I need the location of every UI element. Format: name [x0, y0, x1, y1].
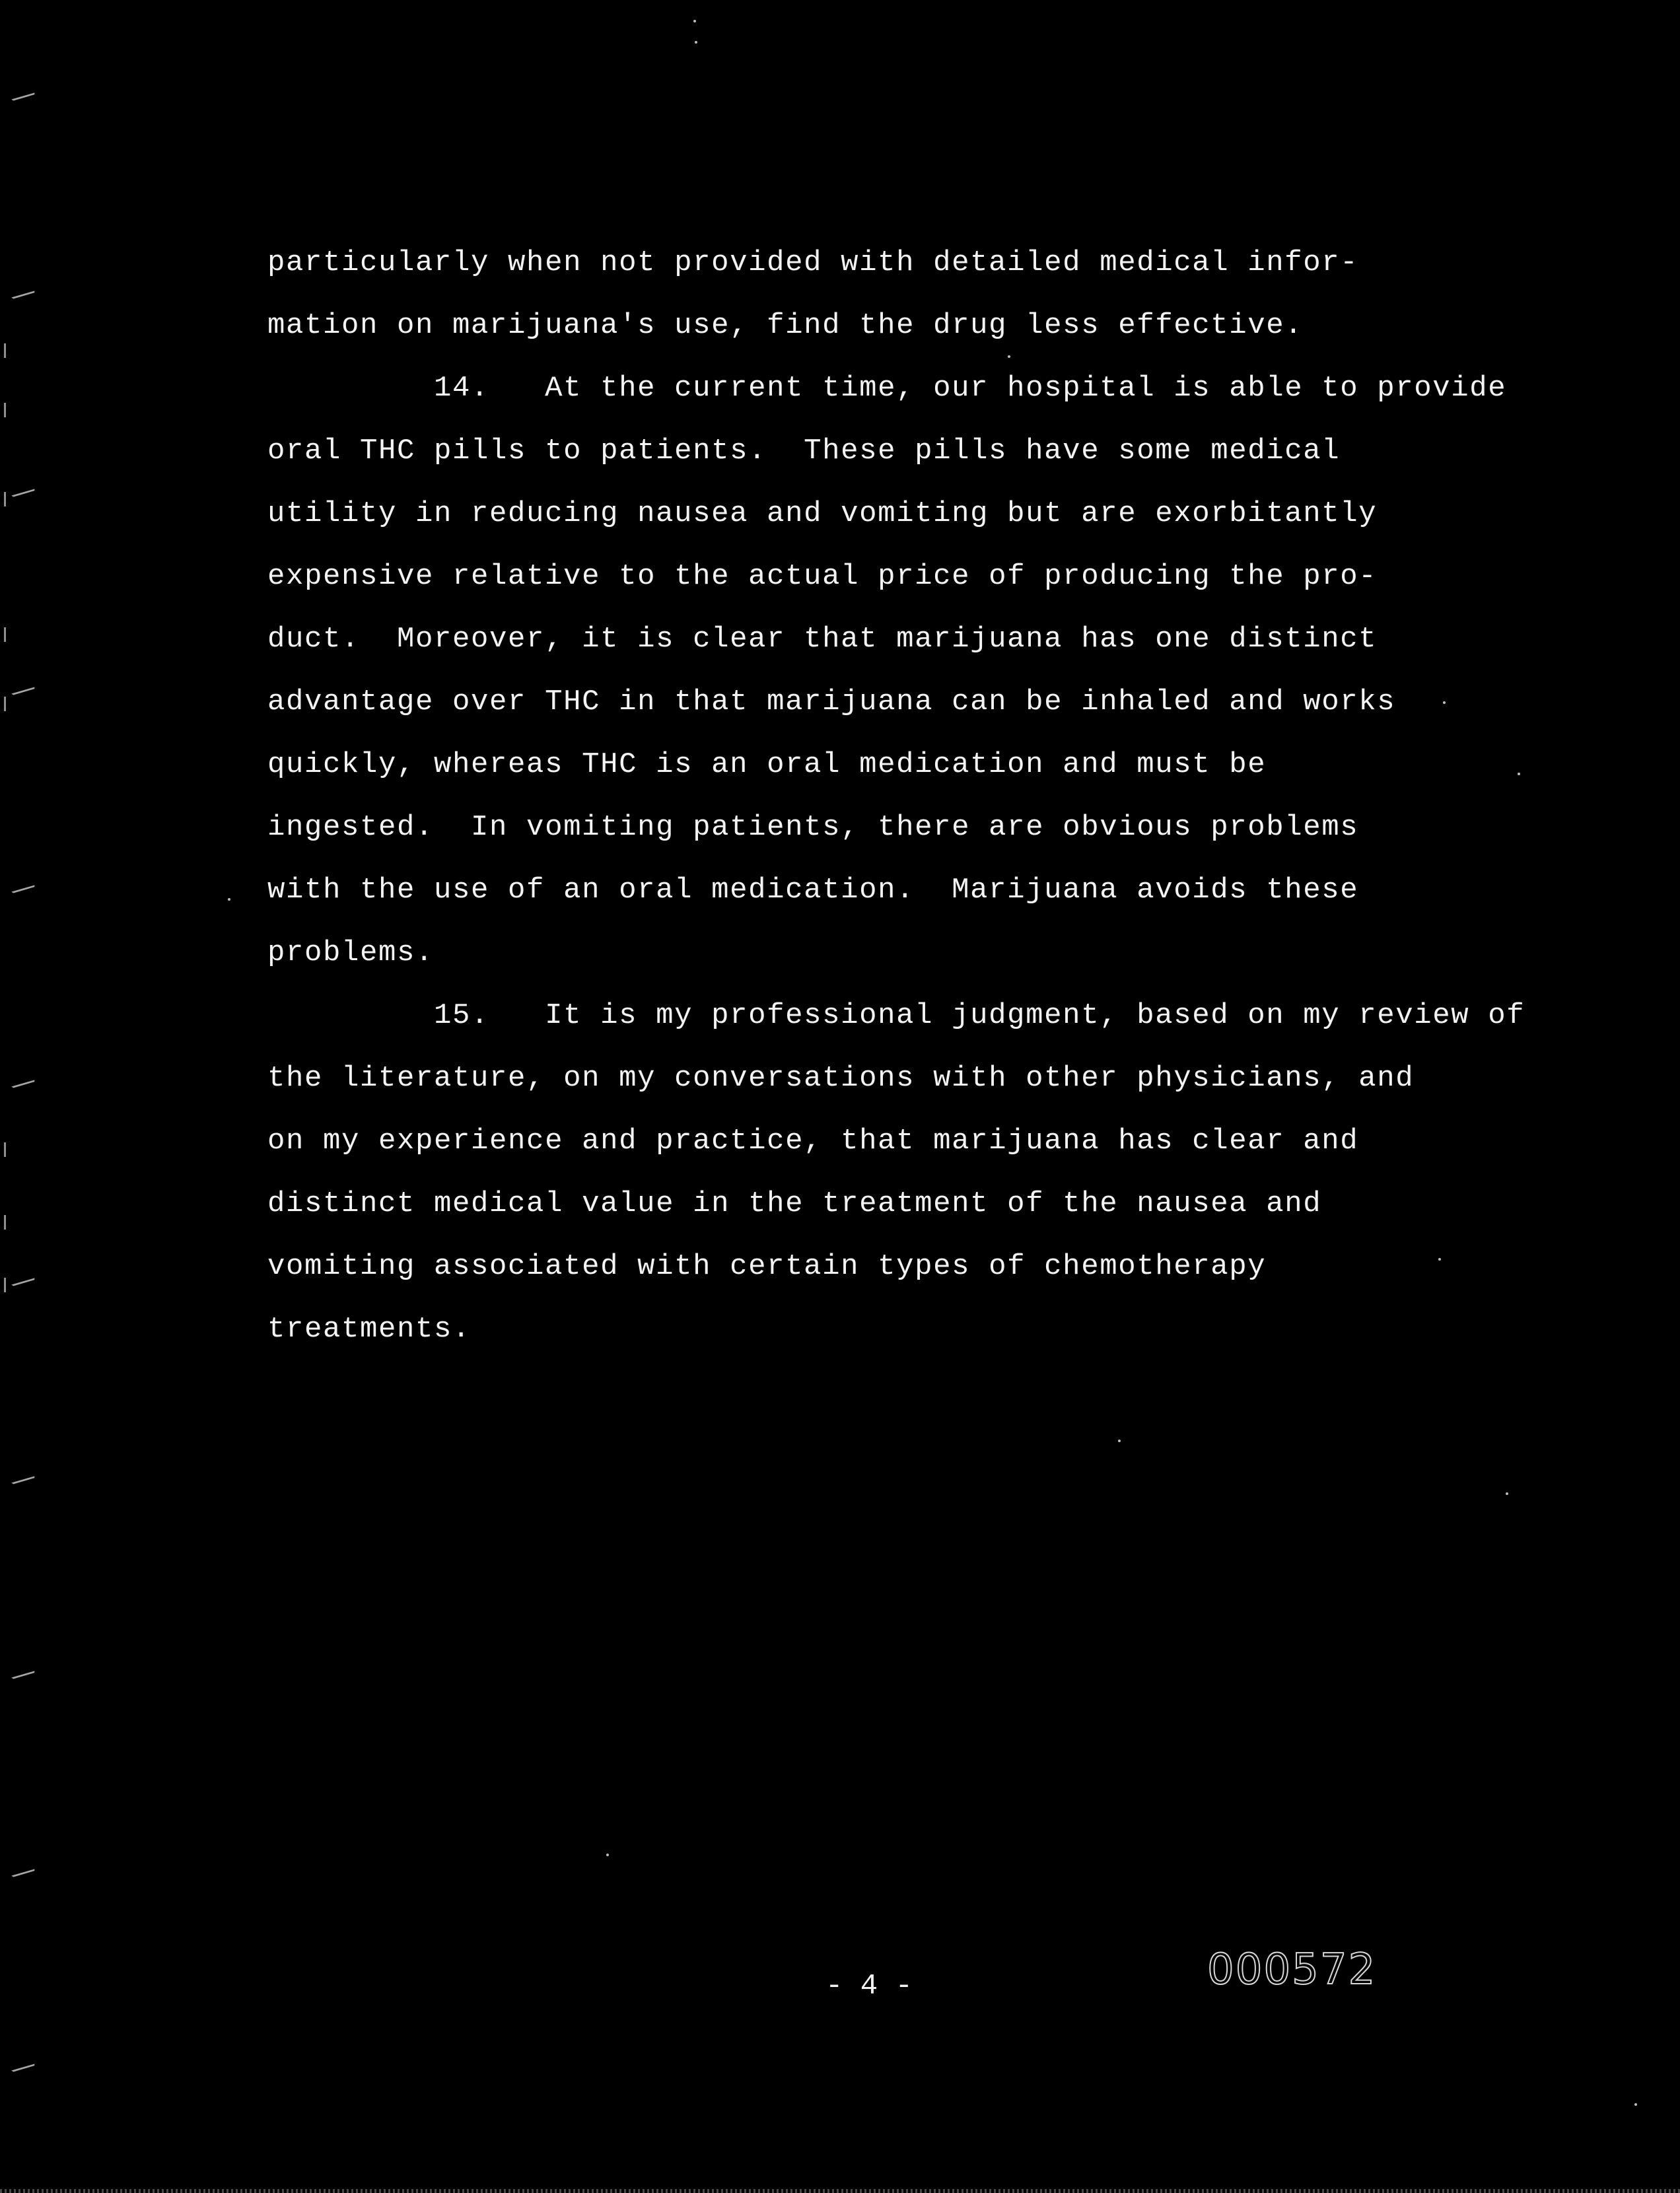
text-line: distinct medical value in the treatment of the nausea and	[267, 1187, 1322, 1220]
margin-scan-mark	[11, 1278, 35, 1295]
text-line: the literature, on my conversations with other physicians, and	[267, 1062, 1415, 1095]
margin-tick	[4, 1142, 6, 1157]
margin-tick	[4, 697, 6, 711]
paragraph-15-start: 15. It is my professional judgment, based on my review of	[267, 999, 1525, 1032]
margin-scan-mark	[11, 1671, 35, 1688]
scan-speck	[228, 898, 230, 901]
scan-speck	[1506, 1492, 1508, 1495]
paragraph-14-start: 14. At the current time, our hospital is able to provide	[267, 372, 1507, 405]
scan-speck	[693, 20, 696, 22]
scan-speck	[1518, 773, 1520, 775]
scan-speck	[1634, 2103, 1637, 2106]
text-line: ingested. In vomiting patients, there are obvious problems	[267, 811, 1359, 844]
text-line: advantage over THC in that marijuana can be inhaled and works	[267, 685, 1396, 718]
scan-speck	[1438, 1258, 1441, 1261]
scan-speck	[1008, 355, 1010, 358]
text-line: oral THC pills to patients. These pills have some medical	[267, 435, 1341, 468]
text-line: mation on marijuana's use, find the drug less effective.	[267, 309, 1304, 342]
margin-tick	[4, 1215, 6, 1230]
text-line: quickly, whereas THC is an oral medication and must be	[267, 748, 1267, 781]
margin-scan-mark	[11, 1080, 35, 1097]
scan-speck	[606, 1854, 609, 1856]
text-line: on my experience and practice, that marijuana has clear and	[267, 1125, 1359, 1158]
scan-speck	[1443, 701, 1446, 704]
scan-edge-strip	[0, 2189, 1680, 2193]
margin-scan-mark	[11, 885, 35, 902]
margin-tick	[4, 627, 6, 642]
margin-scan-mark	[11, 291, 35, 308]
text-line: expensive relative to the actual price of producing the pro-	[267, 560, 1378, 593]
margin-scan-mark	[11, 489, 35, 506]
margin-scan-mark	[11, 92, 35, 110]
margin-scan-mark	[11, 1476, 35, 1493]
text-line: vomiting associated with certain types of chemotherapy	[267, 1250, 1267, 1283]
text-line: utility in reducing nausea and vomiting but are exorbitantly	[267, 497, 1378, 530]
text-line: treatments.	[267, 1313, 472, 1346]
margin-tick	[4, 492, 6, 506]
page-number: - 4 -	[825, 1970, 913, 2003]
margin-tick	[4, 343, 6, 358]
text-line: with the use of an oral medication. Marijuana avoids these	[267, 874, 1359, 907]
margin-scan-mark	[11, 1869, 35, 1886]
scan-speck	[695, 41, 697, 44]
text-line: particularly when not provided with detailed medical infor-	[267, 246, 1359, 279]
margin-tick	[4, 403, 6, 417]
scan-speck	[1118, 1440, 1121, 1442]
text-line: duct. Moreover, it is clear that marijuana has one distinct	[267, 623, 1378, 656]
margin-scan-mark	[11, 2064, 35, 2081]
bates-number: 000572	[1207, 1945, 1377, 1994]
margin-tick	[4, 1278, 6, 1292]
margin-scan-mark	[11, 687, 35, 704]
text-line: problems.	[267, 936, 435, 969]
